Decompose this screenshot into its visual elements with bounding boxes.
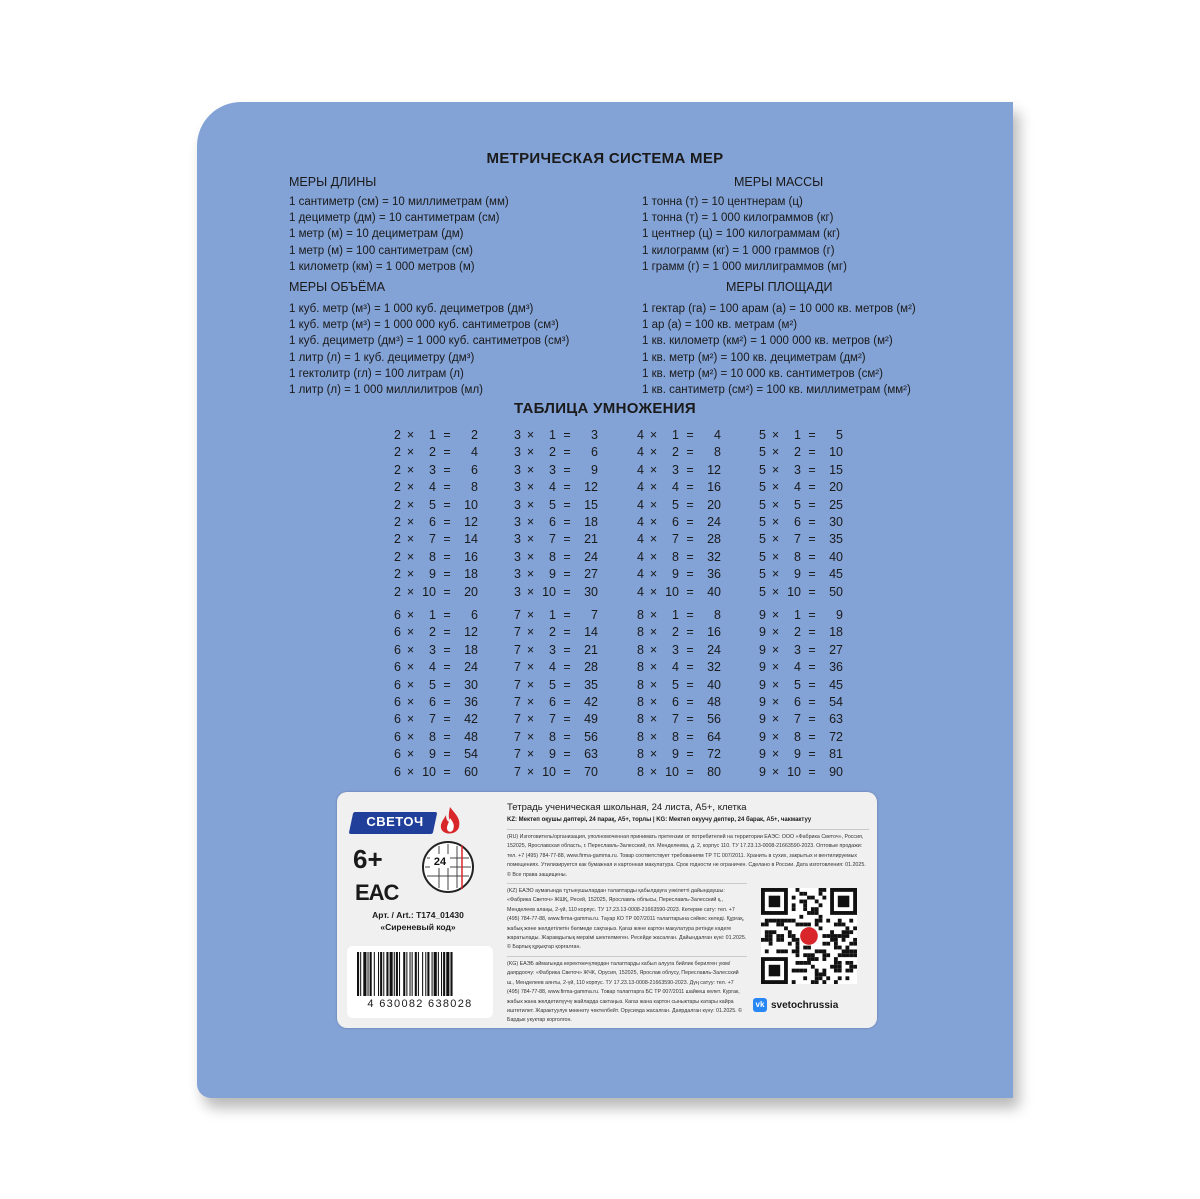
- mult-column-4: [630, 428, 721, 602]
- grid-paper-icon: [421, 840, 475, 894]
- mult-row: 3 × 1 = 3: [514, 428, 598, 442]
- mass-heading: МЕРЫ МАССЫ: [734, 175, 824, 189]
- vk-handle: svetochrussia: [771, 999, 839, 1011]
- mass-line: 1 тонна (т) = 10 центнерам (ц): [642, 196, 803, 208]
- vk-icon: vk: [753, 998, 767, 1012]
- mult-row: 2 × 5 = 10: [394, 497, 478, 512]
- mult-row: 5 × 3 = 15: [759, 462, 843, 477]
- mult-row: 3 × 9 = 27: [514, 567, 598, 582]
- product-translations: KZ: Мектеп оқушы дәптері, 24 парақ, А5+, торлы | KG: Мектеп окуучу дептер, 24 барак, А5+, чакмактуу: [507, 817, 812, 823]
- volume-heading: МЕРЫ ОБЪЁМА: [289, 280, 386, 294]
- length-line: 1 метр (м) = 10 дециметрам (дм): [289, 228, 464, 241]
- length-list: [289, 194, 509, 275]
- mult-row: 5 × 8 = 40: [759, 549, 843, 564]
- mult-row: 3 × 7 = 21: [514, 532, 598, 547]
- mass-line: 1 килограмм (кг) = 1 000 граммов (г): [642, 244, 835, 257]
- mult-row: 2 × 2 = 4: [394, 445, 478, 460]
- mult-row: 8 × 2 = 16: [637, 625, 721, 640]
- age-rating: 6+: [353, 844, 383, 874]
- mult-row: 4 × 7 = 28: [637, 532, 721, 547]
- mult-row: 7 × 1 = 7: [514, 608, 598, 622]
- mult-row: 7 × 7 = 49: [514, 712, 598, 727]
- area-line: 1 ар (а) = 100 кв. метрам (м²): [642, 319, 798, 332]
- barcode-number: 4 630082 638028: [367, 998, 473, 1010]
- mult-row: 3 × 3 = 9: [514, 462, 598, 477]
- mult-row: 5 × 6 = 30: [759, 514, 843, 529]
- mult-row: 6 × 1 = 6: [394, 608, 478, 622]
- mult-row: 8 × 3 = 24: [637, 642, 721, 657]
- area-line: 1 кв. метр (м²) = 10 000 кв. сантиметров (см²): [642, 367, 883, 380]
- mult-row: 7 × 8 = 56: [514, 729, 598, 744]
- qr-code[interactable]: [761, 888, 857, 984]
- mult-row: 8 × 8 = 64: [637, 729, 721, 744]
- area-line: 1 кв. километр (км²) = 1 000 000 кв. метров (м²): [642, 335, 893, 348]
- mult-row: 9 × 4 = 36: [759, 660, 843, 675]
- metric-title: МЕТРИЧЕСКАЯ СИСТЕМА МЕР: [486, 150, 724, 167]
- mult-row: 5 × 7 = 35: [759, 532, 843, 547]
- mult-row: 3 × 6 = 18: [514, 514, 598, 529]
- product-label: [337, 792, 877, 1028]
- grid-count: 24: [433, 856, 447, 868]
- mult-row: 9 × 5 = 45: [759, 677, 843, 692]
- mass-list: [642, 194, 847, 275]
- volume-line: 1 литр (л) = 1 куб. дециметру (дм³): [289, 351, 475, 364]
- mult-row: 3 × 5 = 15: [514, 497, 598, 512]
- mult-row: 5 × 9 = 45: [759, 567, 843, 582]
- brand-name: СВЕТОЧ: [366, 814, 424, 829]
- mult-row: 8 × 10 = 80: [637, 764, 721, 779]
- cover-code-name: «Сиреневый код»: [380, 922, 456, 932]
- mult-row: 6 × 8 = 48: [394, 729, 478, 744]
- mult-row: 3 × 2 = 6: [514, 445, 598, 460]
- mult-row: 4 × 3 = 12: [637, 462, 721, 477]
- mult-row: 7 × 9 = 63: [514, 747, 598, 762]
- mult-row: 9 × 3 = 27: [759, 642, 843, 657]
- volume-line: 1 куб. метр (м³) = 1 000 куб. дециметров (дм³): [289, 303, 534, 315]
- mult-row: 8 × 5 = 40: [637, 677, 721, 692]
- mult-row: 5 × 10 = 50: [759, 584, 843, 599]
- mult-row: 4 × 5 = 20: [637, 497, 721, 512]
- mult-row: 8 × 7 = 56: [637, 712, 721, 727]
- mult-row: 2 × 8 = 16: [394, 549, 478, 564]
- mult-row: 6 × 6 = 36: [394, 694, 478, 709]
- volume-line: 1 гектолитр (гл) = 100 литрам (л): [289, 367, 464, 380]
- mult-column-3: [507, 428, 598, 602]
- mass-line: 1 грамм (г) = 1 000 миллиграммов (мг): [642, 260, 847, 273]
- mult-row: 9 × 9 = 81: [759, 747, 843, 762]
- area-line: 1 кв. сантиметр (см²) = 100 кв. миллиметрам (мм²): [642, 384, 911, 397]
- mult-row: 6 × 9 = 54: [394, 747, 478, 762]
- mult-row: 5 × 1 = 5: [759, 428, 843, 442]
- mult-row: 9 × 8 = 72: [759, 729, 843, 744]
- mult-row: 8 × 1 = 8: [637, 608, 721, 622]
- mult-row: 2 × 7 = 14: [394, 532, 478, 547]
- notebook-back-cover: [197, 102, 1013, 1098]
- info-kg: (KG) ЕАЭБ аймагында керектөөчүлөрдөн талаптарды кабыл алууга бийлик берилген уюм/даярдоочу: «Фабрика Светоч» ЖЧК, Орусия, 152025, Ярослав облусу, Переславль-Залесский ш., Менделеев аянты, 2-үй, 110 корпус. ТУ 17.23.13-0008-21663590-2023. Дүң сатуу: тел. +7 (495) 784-77-88, www.firma-gamma.ru. Товар талаптарга БС ТР 007/2011 шайкеш келет. Кургак, жабык жана желдетилүүчү жайларда сактаңыз. Кагаз жана картон сыныктары катары кайра иштетилет. Жарактуулук мөөнөтү чектелбейт. Орусияда жасалган. Даярдалган күнү: 01.2025. © Бардык укуктар корголгон.: [507, 960, 743, 1024]
- length-line: 1 дециметр (дм) = 10 сантиметрам (см): [289, 212, 500, 225]
- multiplication-title: ТАБЛИЦА УМНОЖЕНИЯ: [514, 400, 696, 417]
- barcode-bars: [347, 950, 493, 1002]
- mass-line: 1 тонна (т) = 1 000 килограммов (кг): [642, 212, 834, 225]
- mult-row: 6 × 10 = 60: [394, 764, 478, 779]
- mult-row: 4 × 9 = 36: [637, 567, 721, 582]
- mult-row: 7 × 3 = 21: [514, 642, 598, 657]
- area-list: [642, 301, 916, 398]
- mult-row: 5 × 2 = 10: [759, 445, 843, 460]
- mult-row: 9 × 6 = 54: [759, 694, 843, 709]
- mult-row: 6 × 4 = 24: [394, 660, 478, 675]
- mult-row: 9 × 1 = 9: [759, 608, 843, 622]
- vk-link[interactable]: [753, 998, 838, 1012]
- mult-row: 4 × 2 = 8: [637, 445, 721, 460]
- mult-row: 4 × 1 = 4: [637, 428, 721, 442]
- mult-row: 2 × 4 = 8: [394, 480, 478, 495]
- mult-row: 5 × 4 = 20: [759, 480, 843, 495]
- mult-row: 2 × 9 = 18: [394, 567, 478, 582]
- area-line: 1 гектар (га) = 100 арам (а) = 10 000 кв. метров (м²): [642, 303, 916, 315]
- mult-row: 6 × 3 = 18: [394, 642, 478, 657]
- barcode: [347, 946, 493, 1018]
- product-name: Тетрадь ученическая школьная, 24 листа, А5+, клетка: [507, 802, 747, 813]
- mult-row: 9 × 7 = 63: [759, 712, 843, 727]
- mult-row: 3 × 4 = 12: [514, 480, 598, 495]
- volume-line: 1 куб. метр (м³) = 1 000 000 куб. сантиметров (см³): [289, 319, 559, 332]
- volume-line: 1 куб. дециметр (дм³) = 1 000 куб. сантиметров (см³): [289, 335, 570, 348]
- mult-row: 6 × 2 = 12: [394, 625, 478, 640]
- mult-row: 2 × 10 = 20: [394, 584, 478, 599]
- mult-row: 3 × 10 = 30: [514, 584, 598, 599]
- mult-column-2: [387, 428, 478, 602]
- mult-row: 7 × 4 = 28: [514, 660, 598, 675]
- mult-column-7: [507, 608, 598, 782]
- mult-column-9: [752, 608, 843, 782]
- mult-row: 2 × 3 = 6: [394, 462, 478, 477]
- mult-row: 4 × 8 = 32: [637, 549, 721, 564]
- mult-row: 4 × 4 = 16: [637, 480, 721, 495]
- mult-row: 7 × 6 = 42: [514, 694, 598, 709]
- area-line: 1 кв. метр (м²) = 100 кв. дециметрам (дм²): [642, 351, 866, 364]
- mult-row: 8 × 9 = 72: [637, 747, 721, 762]
- mult-row: 9 × 2 = 18: [759, 625, 843, 640]
- mult-column-8: [630, 608, 721, 782]
- area-heading: МЕРЫ ПЛОЩАДИ: [726, 280, 833, 294]
- length-line: 1 метр (м) = 100 сантиметрам (см): [289, 244, 474, 257]
- volume-list: [289, 301, 569, 398]
- flame-icon: [437, 806, 463, 838]
- mult-row: 2 × 6 = 12: [394, 514, 478, 529]
- mass-line: 1 центнер (ц) = 100 килограммам (кг): [642, 228, 841, 241]
- length-line: 1 сантиметр (см) = 10 миллиметрам (мм): [289, 196, 509, 208]
- brand-logo: [351, 806, 463, 838]
- length-line: 1 километр (км) = 1 000 метров (м): [289, 260, 475, 273]
- length-heading: МЕРЫ ДЛИНЫ: [289, 175, 377, 189]
- mult-row: 2 × 1 = 2: [394, 428, 478, 442]
- mult-row: 9 × 10 = 90: [759, 764, 843, 779]
- mult-row: 6 × 7 = 42: [394, 712, 478, 727]
- mult-row: 8 × 6 = 48: [637, 694, 721, 709]
- info-kz: (KZ) ЕАЭО аумағында тұтынушылардан талаптарды қабылдауға уәкілетті дайындаушы: «Фабрика Светоч» ЖШҚ, Ресей, 152025, Ярославль облысы, Переславль-Залесский қ., Менделеев алаңы, 2-үй, 110 корпус. ТУ 17.23.13-0008-21663590-2023. Көтерме сату: тел. +7 (495) 784-77-88, www.firma-gamma.ru. Тауар КО ТР 007/2011 талаптарына сәйкес келеді. Құрғақ, жабық және желдетілетін бөлмеде сақтаңыз. Қағаз және картон макулатура ретінде кәдеге жаратылады. Жарамдылық мерзімі шектелмеген. Ресейде жасалған. Дайындалған күні: 01.2025. © Барлық құқықтар қорғалған.: [507, 888, 747, 951]
- mult-row: 7 × 2 = 14: [514, 625, 598, 640]
- mult-row: 4 × 6 = 24: [637, 514, 721, 529]
- mult-row: 7 × 5 = 35: [514, 677, 598, 692]
- mult-row: 4 × 10 = 40: [637, 584, 721, 599]
- article-info: [343, 909, 493, 933]
- info-ru: (RU) Изготовитель/организация, уполномоченная принимать претензии от потребителей на территории ЕАЭС: ООО «Фабрика Светоч», Россия, 152025, Ярославская область, г. Переславль-Залесский, пл. Менделеева, д. 2, корпус 110. ТУ 17.23.13-0008-21663590-2023. Оптовые продажи: тел. +7 (495) 784-77-88, www.firma-gamma.ru. Товар соответствует требованиям ТР ТС 007/2011. Хранить в сухих, закрытых и вентилируемых помещениях. Утилизируется как бумажная и картонная макулатура. Срок годности не ограничен. Сделано в России. Дата изготовления: 01.2025. © Все права защищены.: [507, 834, 866, 878]
- mult-row: 5 × 5 = 25: [759, 497, 843, 512]
- volume-line: 1 литр (л) = 1 000 миллилитров (мл): [289, 384, 483, 397]
- article-number: Арт. / Art.: Т174_01430: [372, 910, 464, 920]
- eac-mark: EAC: [355, 880, 399, 905]
- mult-row: 6 × 5 = 30: [394, 677, 478, 692]
- mult-column-6: [387, 608, 478, 782]
- mult-row: 3 × 8 = 24: [514, 549, 598, 564]
- mult-row: 7 × 10 = 70: [514, 764, 598, 779]
- mult-row: 8 × 4 = 32: [637, 660, 721, 675]
- mult-column-5: [752, 428, 843, 602]
